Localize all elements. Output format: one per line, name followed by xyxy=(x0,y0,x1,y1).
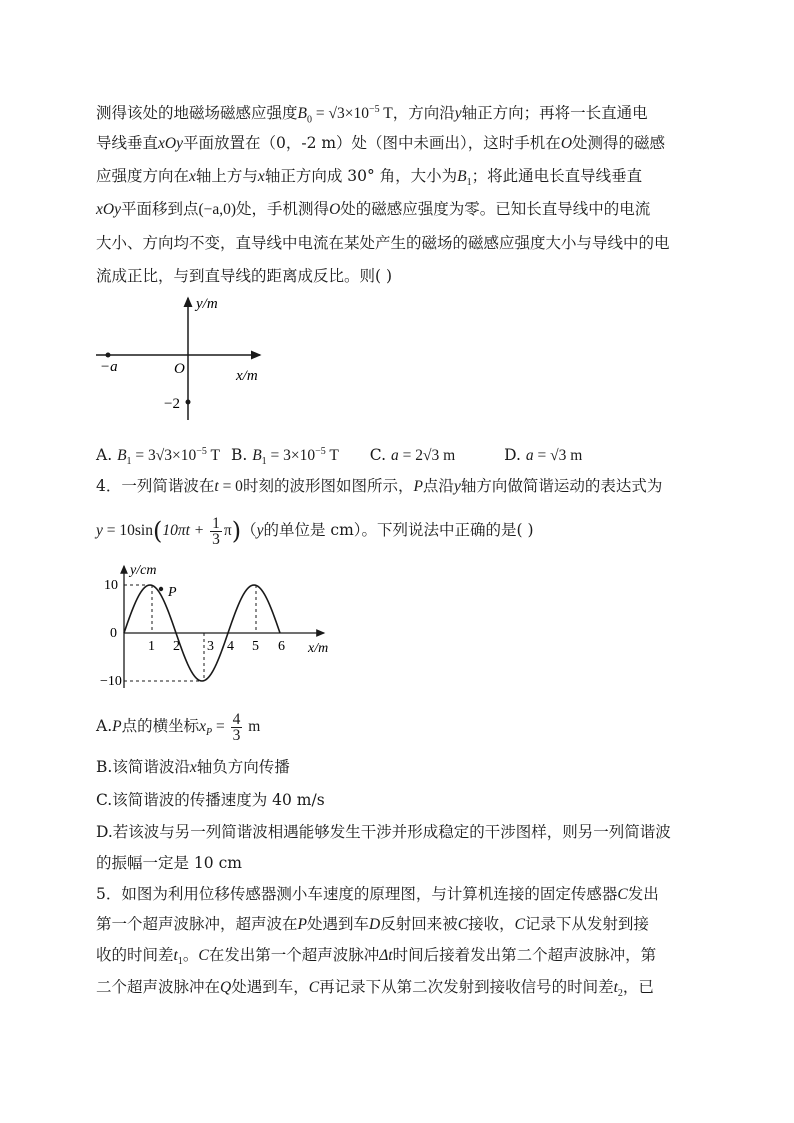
q3-option-d: D. a = √3 m xyxy=(504,446,583,465)
q4-option-d-line-1: D.若该波与另一列简谐波相遇能够发生干涉并形成稳定的干涉图样，则另一列简谐波 xyxy=(96,823,671,841)
q4-stem-line-1: 4．一列简谐波在t = 0时刻的波形图如图所示，P点沿y轴方向做简谐运动的表达式为 xyxy=(96,477,663,495)
q3-point-neg-a xyxy=(106,353,111,358)
q4-p-label: P xyxy=(168,585,177,600)
q3-options xyxy=(96,442,582,472)
q4-tick-4: 4 xyxy=(227,639,234,654)
q3-text-line-5: 大小、方向均不变，直导线中电流在某处产生的磁场的磁感应强度大小与导线中的电 xyxy=(96,234,670,252)
q4-x-axis-label: x/m xyxy=(308,641,329,656)
q3-text-line-3: 应强度方向在x轴上方与x轴正方向成 30° 角，大小为$B_1$；将此通电长直导线垂直 xyxy=(96,167,643,189)
q3-option-a: A. $B_1 = 3√3\times 10^{-5}$ T xyxy=(96,446,220,468)
q4-y10-label: 10 xyxy=(104,578,118,593)
q4-wave-figure xyxy=(100,558,340,693)
q5-stem-line-3: 收的时间差$t_1$。C在发出第一个超声波脉冲Δt时间后接着发出第二个超声波脉冲，第 xyxy=(96,946,657,968)
q3-text-line-2: 导线垂直xOy平面放置在（0，-2 m）处（图中未画出），这时手机在O处测得的磁感 xyxy=(96,134,666,152)
q4-tick-5: 5 xyxy=(252,639,259,654)
q4-point-p xyxy=(159,587,163,591)
q4-tick-1: 1 xyxy=(148,639,155,654)
q4-tick-2: 2 xyxy=(173,639,180,654)
q5-stem-line-2: 第一个超声波脉冲，超声波在P处遇到车D反射回来被C接收，C记录下从发射到接 xyxy=(96,915,649,933)
q3-text-line-1: 测得该处的地磁场磁感应强度$B_0 = √3\times 10^{-5}$ T，方向沿y轴正方向；再将一长直通电 xyxy=(96,104,648,126)
q3-origin-label: O xyxy=(174,361,185,377)
q4-option-d-line-2: 的振幅一定是 10 cm xyxy=(96,854,242,872)
q3-neg-a-label: −a xyxy=(100,359,118,375)
q5-stem-line-4: 二个超声波脉冲在Q处遇到车，C再记录下从第二次发射到接收信号的时间差$t_2$，已 xyxy=(96,978,654,1000)
q4-y-axis-label: y/cm xyxy=(130,563,157,578)
q3-option-b: B. $B_1 = 3\times 10^{-5}$ T xyxy=(230,446,339,468)
q4-tick-6: 6 xyxy=(278,639,285,654)
q4-yneg10-label: −10 xyxy=(100,674,122,689)
q3-text-line-4: xOy平面移到点(−a,0)处，手机测得O处的磁感应强度为零。已知长直导线中的电流 xyxy=(96,200,651,218)
q3-option-c: C. a = 2√3 m xyxy=(369,446,456,465)
q3-coordinate-figure xyxy=(92,292,272,432)
q4-stem-equation: y = 10sin(10πt + $\frac{1}{3}$ π)（y的单位是 cm）。下列说法中正确的是( ) xyxy=(96,514,534,548)
q3-neg-2-label: −2 xyxy=(164,396,180,412)
q3-text-line-6: 流成正比，与到直导线的距离成反比。则( ) xyxy=(96,267,393,285)
q4-option-b: B.该简谐波沿x轴负方向传播 xyxy=(96,758,290,776)
q4-tick-3: 3 xyxy=(207,639,214,654)
q4-option-c: C.该简谐波的传播速度为 40 m/s xyxy=(96,791,325,809)
q3-y-axis-label: y/m xyxy=(196,296,218,312)
q5-stem-line-1: 5．如图为利用位移传感器测小车速度的原理图，与计算机连接的固定传感器C发出 xyxy=(96,885,659,903)
q3-x-axis-label: x/m xyxy=(236,368,258,384)
q4-option-a: A.P点的横坐标$x_P$ = $\frac{4}{3}$ m xyxy=(96,710,261,744)
q4-y0-label: 0 xyxy=(110,626,117,641)
q3-point-neg-2 xyxy=(186,400,191,405)
